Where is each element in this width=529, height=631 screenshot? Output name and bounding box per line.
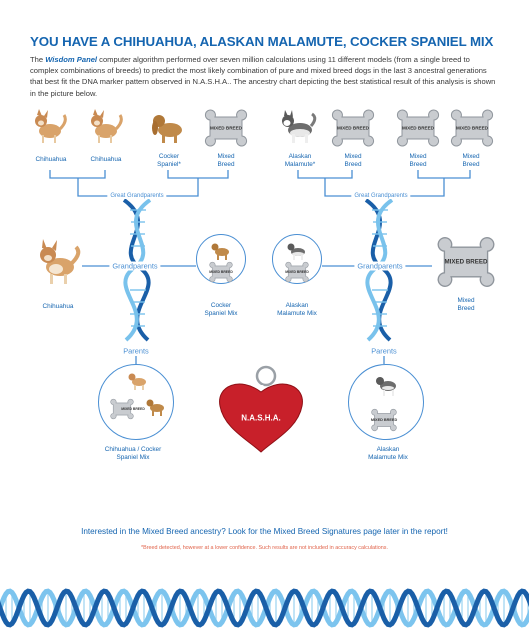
parents-heading-left: Parents bbox=[120, 347, 151, 356]
grandparents-heading-right: Grandparents bbox=[354, 262, 405, 271]
mixed-breed-tag-3: MIXED BREED bbox=[402, 125, 434, 131]
grandparents-heading-left: Grandparents bbox=[109, 262, 160, 271]
mixed-breed-prompt: Interested in the Mixed Breed ancestry? Look for the Mixed Breed Signatures page later in the report! bbox=[81, 527, 448, 536]
parents-heading-right: Parents bbox=[368, 347, 399, 356]
mixed-breed-tag-1: MIXED BREED bbox=[210, 125, 242, 131]
mixed-breed-tag-gp-2: MIXED BREED bbox=[209, 270, 233, 274]
grandparent-label-1: Chihuahua bbox=[42, 303, 74, 310]
wisdom-panel-brand: Wisdom Panel bbox=[45, 55, 98, 64]
page-title: YOU HAVE A CHIHUAHUA, ALASKAN MALAMUTE, COCKER SPANIEL MIX bbox=[30, 34, 494, 49]
parent-label-2: Alaskan Malamute Mix bbox=[368, 446, 408, 461]
dog-name-on-tag: N.A.S.H.A. bbox=[241, 413, 281, 423]
great-grandparent-label-3: Cocker Spaniel* bbox=[157, 153, 181, 168]
great-grandparent-label-5: Alaskan Malamute* bbox=[284, 153, 316, 168]
intro-body: computer algorithm performed over seven million calculations using 11 different models (from a single breed to complex combinations of breeds) to predict the most likely combination of pure and mixed breed dogs in the last 3 ancestral generations that best fit the DNA marker pattern observed in N.A.S.H.A.. The ancestry chart depicting the best statistical result of this analysis is shown in the picture below. bbox=[30, 55, 496, 98]
great-grandparent-label-2: Chihuahua bbox=[90, 156, 122, 163]
grandparent-label-3: Alaskan Malamute Mix bbox=[277, 302, 317, 317]
mixed-breed-tag-4: MIXED BREED bbox=[456, 125, 488, 131]
mixed-breed-tag-parent-right: MIXED BREED bbox=[370, 418, 398, 422]
mixed-breed-tag-2: MIXED BREED bbox=[337, 125, 369, 131]
mixed-breed-tag-parent-left: MIXED BREED bbox=[121, 407, 145, 411]
intro-lead: The bbox=[30, 55, 46, 64]
great-grandparent-label-6: Mixed Breed bbox=[344, 153, 362, 168]
great-grandparent-label-4: Mixed Breed bbox=[217, 153, 235, 168]
parent-label-1: Chihuahua / Cocker Spaniel Mix bbox=[104, 446, 162, 461]
great-grandparent-label-8: Mixed Breed bbox=[462, 153, 480, 168]
mixed-breed-tag-gp-3: MIXED BREED bbox=[285, 270, 309, 274]
great-grandparent-label-1: Chihuahua bbox=[35, 156, 67, 163]
confidence-footnote: *Breed detected, however at a lower confidence. Such results are not included in accuracy calculations. bbox=[141, 545, 388, 551]
great-grandparent-label-7: Mixed Breed bbox=[409, 153, 427, 168]
grandparent-label-2: Cocker Spaniel Mix bbox=[204, 302, 238, 317]
mixed-breed-tag-grandparent: MIXED BREED bbox=[444, 258, 488, 266]
great-grandparents-heading-right: Great Grandparents bbox=[351, 193, 410, 199]
great-grandparents-heading-left: Great Grandparents bbox=[107, 193, 166, 199]
grandparent-label-4: Mixed Breed bbox=[457, 297, 475, 312]
